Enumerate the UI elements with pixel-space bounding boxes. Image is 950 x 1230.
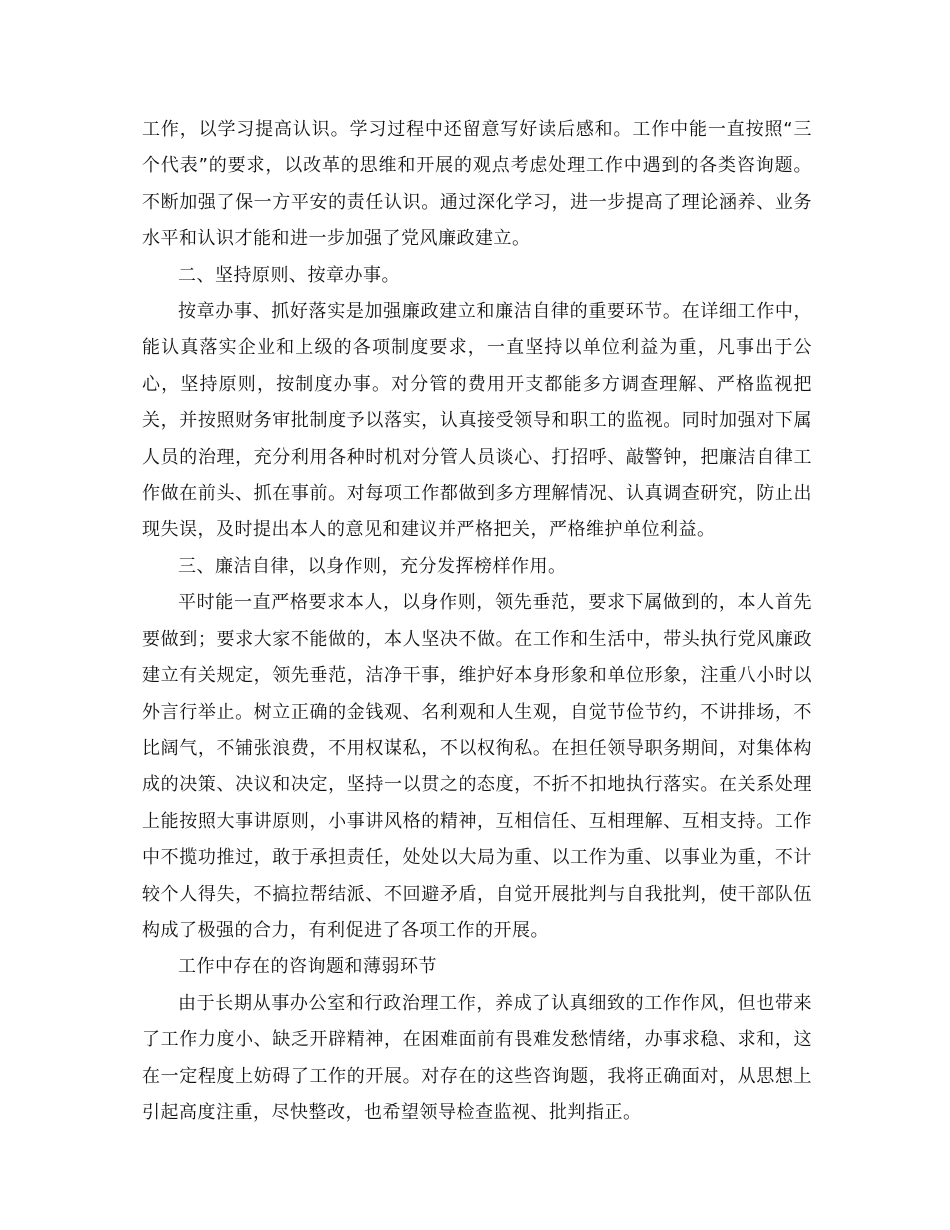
paragraph-issues: 由于长期从事办公室和行政治理工作，养成了认真细致的工作作风，但也带来了工作力度小、缺乏开辟精神，在困难面前有畏难发愁情绪，办事求稳、求和，这在一定程度上妨碍了工作的开展。对存在的这些咨询题，我将正确面对，从思想上引起高度注重，尽快整改，也希望领导检查监视、批判指正。: [142, 992, 812, 1123]
paragraph-intro-continuation: 工作，以学习提高认识。学习过程中还留意写好读后感和。工作中能一直按照“三个代表”的要求，以改革的思维和开展的观点考虑处理工作中遇到的各类咨询题。不断加强了保一方平安的责任认识。通过深化学习，进一步提高了理论涵养、业务水平和认识才能和进一步加强了党风廉政建立。: [142, 119, 812, 250]
section-heading-issues: 工作中存在的咨询题和薄弱环节: [178, 956, 437, 978]
section-heading-3: 三、廉洁自律，以身作则，充分发挥榜样作用。: [178, 555, 567, 577]
section-heading-2: 二、坚持原则、按章办事。: [178, 264, 400, 286]
paragraph-section-3: 平时能一直严格要求本人，以身作则，领先垂范，要求下属做到的，本人首先要做到；要求大家不能做的，本人坚决不做。在工作和生活中，带头执行党风廉政建立有关规定，领先垂范，洁净干事，维护好本身形象和单位形象，注重八小时以外言行举止。树立正确的金钱观、名利观和人生观，自觉节俭节约，不讲排场，不比阔气，不铺张浪费，不用权谋私，不以权徇私。在担任领导职务期间，对集体构成的决策、决议和决定，坚持一以贯之的态度，不折不扣地执行落实。在关系处理上能按照大事讲原则，小事讲风格的精神，互相信任、互相理解、互相支持。工作中不揽功推过，敢于承担责任，处处以大局为重、以工作为重、以事业为重，不计较个人得失，不搞拉帮结派、不回避矛盾，自觉开展批判与自我批判，使干部队伍构成了极强的合力，有利促进了各项工作的开展。: [142, 592, 812, 941]
document-body: [142, 112, 812, 1131]
paragraph-section-2: 按章办事、抓好落实是加强廉政建立和廉洁自律的重要环节。在详细工作中，能认真落实企业和上级的各项制度要求，一直坚持以单位利益为重，凡事出于公心，坚持原则，按制度办事。对分管的费用开支都能多方调查理解、严格监视把关，并按照财务审批制度予以落实，认真接受领导和职工的监视。同时加强对下属人员的治理，充分利用各种时机对分管人员谈心、打招呼、敲警钟，把廉洁自律工作做在前头、抓在事前。对每项工作都做到多方理解情况、认真调查研究，防止出现失误，及时提出本人的意见和建议并严格把关，严格维护单位利益。: [142, 301, 812, 541]
